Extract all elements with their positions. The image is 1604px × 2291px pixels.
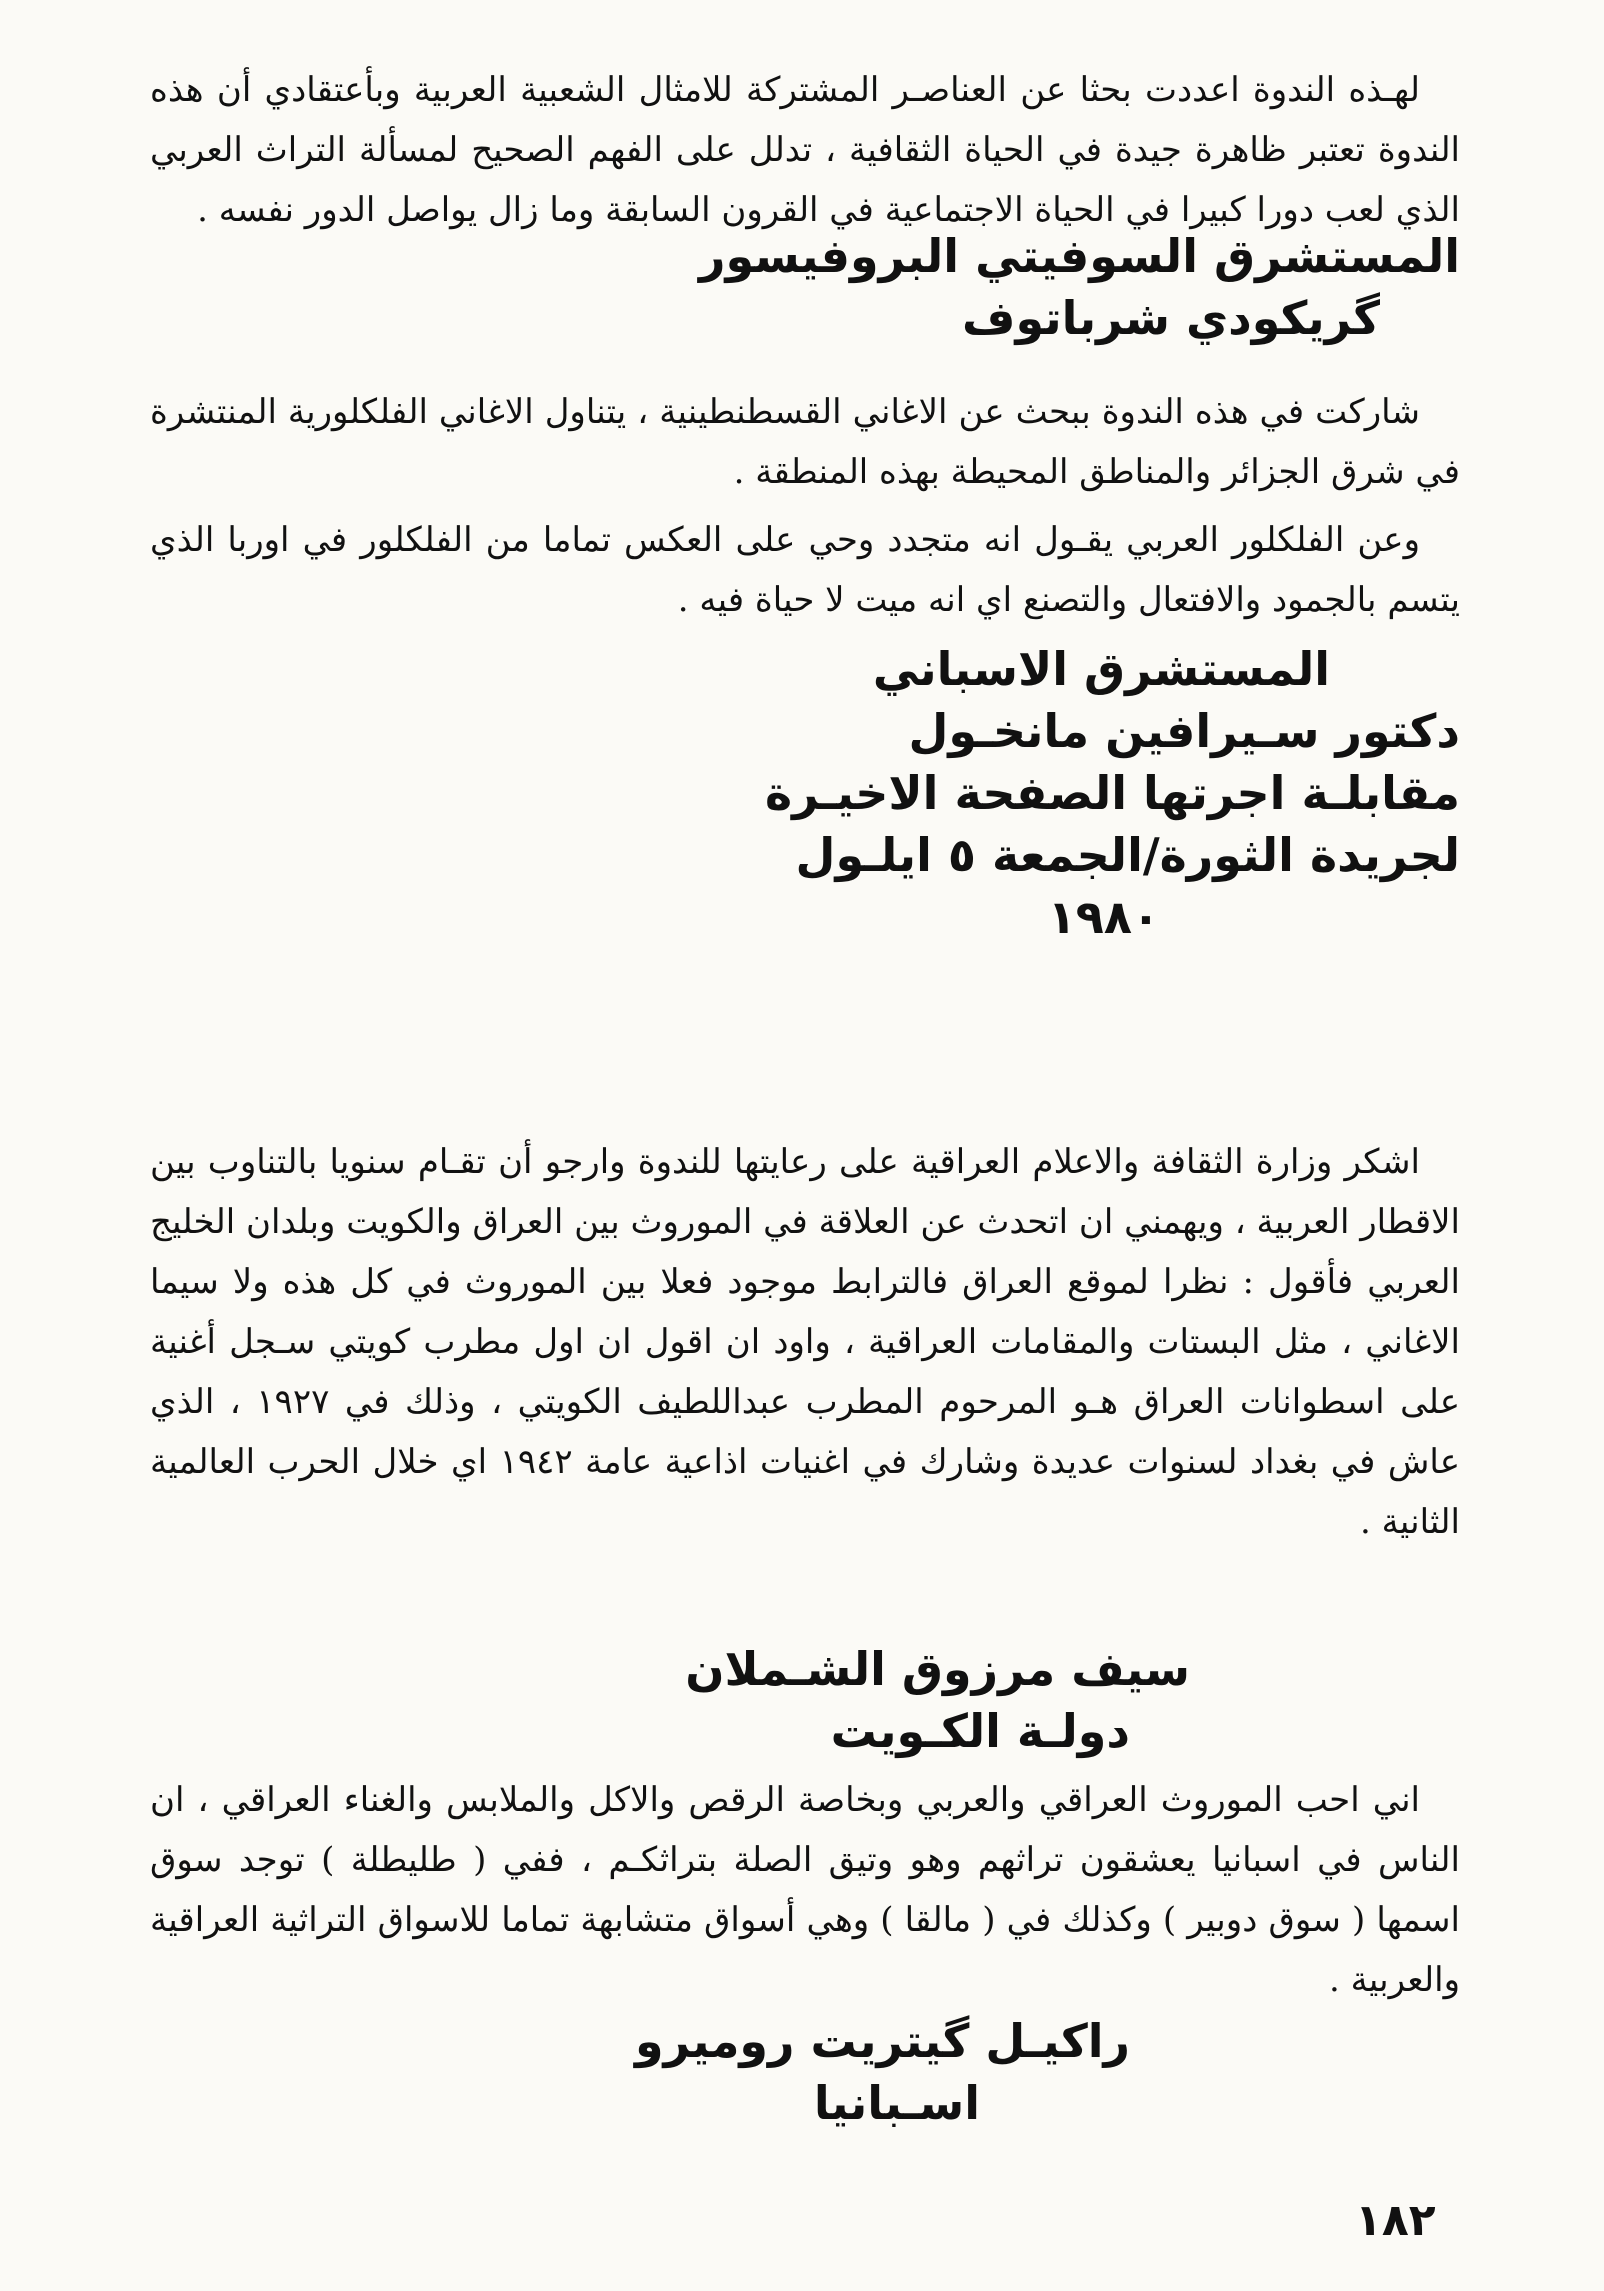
page <box>150 60 1460 2230</box>
heading-line: دكتور سـيرافين مانخـول <box>908 704 1460 758</box>
page-number: ١٨٢ <box>1355 2195 1436 2246</box>
paragraph-intro: لهـذه الندوة اعددت بحثا عن العناصـر المشتركة للامثال الشعبية العربية وبأعتقادي أن هذه الندوة تعتبر ظاهرة جيدة في الحياة الثقافية ، تدلل على الفهم الصحيح لمسألة التراث العربي الذي لعب دورا كبيرا في الحياة الاجتماعية في القرون السابقة وما زال يواصل الدور نفسه . <box>150 70 1460 230</box>
heading-soviet-orientalist <box>699 225 1460 349</box>
paragraph-kuwait-iraq: اشكر وزارة الثقافة والاعلام العراقية على رعايتها للندوة وارجو أن تقـام سنويا بالتناوب بين الاقطار العربية ، ويهمني ان اتحدث عن العلاقة في الموروث بين العراق والكويت وبلدان الخليج العربي فأقول : نظرا لموقع العراق فالترابط موجود فعلا بين الموروث في كل هذه ولا سيما الاغاني ، مثل البستات والمقامات العراقية ، واود ان اقول ان اول مطرب كويتي سـجل أغنية على اسطوانات العراق هـو المرحوم المطرب عبداللطيف الكويتي ، وذلك في ١٩٢٧ ، الذي عاش في بغداد لسنوات عديدة وشارك في اغنيات اذاعية عامة ١٩٤٢ اي خلال الحرب العالمية الثانية . <box>150 1142 1460 1542</box>
heading-line: ١٩٨٠ <box>1047 890 1160 944</box>
heading-line: لجريدة الثورة/الجمعة ٥ ايلـول <box>795 828 1460 882</box>
paragraph-constantine-songs: شاركت في هذه الندوة ببحث عن الاغاني القسطنطينية ، يتناول الاغاني الفلكلورية المنتشرة في شرق الجزائر والمناطق المحيطة بهذه المنطقة . <box>150 392 1460 492</box>
heading-line: اسـبانيا <box>813 2076 980 2130</box>
paragraph-arab-folklore: وعن الفلكلور العربي يقـول انه متجدد وحي على العكس تماما من الفلكلور في اوربا الذي يتسم بالجمود والافتعال والتصنع اي انه ميت لا حياة فيه . <box>150 520 1460 620</box>
heading-line: گريكودي شرباتوف <box>962 291 1380 345</box>
heading-kuwait-signature <box>685 1638 1460 1762</box>
heading-spain-signature <box>635 2010 1460 2134</box>
heading-line: راكيـل گيتريت روميرو <box>634 2014 1130 2068</box>
heading-line: المستشرق الاسباني <box>872 642 1330 696</box>
heading-line: سيف مرزوق الشـملان <box>685 1642 1190 1696</box>
heading-line: المستشرق السوفيتي البروفيسور <box>699 229 1460 283</box>
heading-spanish-orientalist <box>765 638 1460 948</box>
paragraph-spain-heritage: اني احب الموروث العراقي والعربي وبخاصة الرقص والاكل والملابس والغناء العراقي ، ان الناس في اسبانيا يعشقون تراثهم وهو وتيق الصلة بتراثكـم ، ففي ( طليطلة ) توجد سوق اسمها ( سوق دوبير ) وكذلك في ( مالقا ) وهي أسواق متشابهة تماما للاسواق التراثية العراقية والعربية . <box>150 1780 1460 2000</box>
heading-line: دولـة الكـويت <box>830 1704 1130 1758</box>
heading-line: مقابلـة اجرتها الصفحة الاخيـرة <box>765 766 1460 820</box>
